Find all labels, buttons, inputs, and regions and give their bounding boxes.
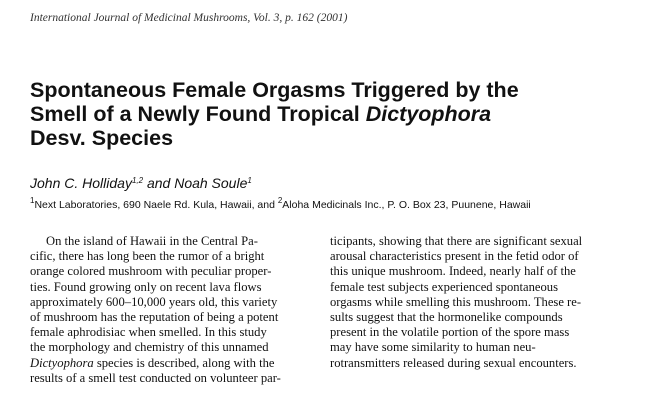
title-line-3: Desv. Species <box>30 126 174 150</box>
abstract-column-right <box>330 234 605 371</box>
abstract-line: On the island of Hawaii in the Central Pa- <box>46 234 258 248</box>
affil-text-2: Aloha Medicinals Inc., P. O. Box 23, Puunene, Hawaii <box>282 199 531 211</box>
affil-marker-1: 1 <box>30 196 35 205</box>
title-line-1: Spontaneous Female Orgasms Triggered by the <box>30 78 519 102</box>
author-holliday-affil: 1,2 <box>131 176 144 185</box>
abstract-line: orange colored mushroom with peculiar proper- <box>30 264 272 279</box>
abstract-species-name: Dictyophora <box>30 355 94 370</box>
affil-text-1: Next Laboratories, 690 Naele Rd. Kula, Hawaii, and <box>34 199 278 211</box>
affil-marker-2: 2 <box>277 196 283 205</box>
author-holliday: John C. Holliday <box>30 175 132 191</box>
abstract-line: the morphology and chemistry of this unnamed <box>30 340 269 355</box>
abstract-line: sults suggest that the hormonelike compounds <box>330 310 563 325</box>
title-species-name: Dictyophora <box>365 102 492 126</box>
title-line-2 <box>30 102 630 126</box>
abstract-line-rest: species is described, along with the <box>93 355 275 370</box>
abstract-line: female test subjects experienced spontaneous <box>330 279 559 294</box>
abstract-line: arousal characteristics present in the fetid odor of <box>330 249 579 264</box>
abstract-line: present in the volatile portion of the spore mass <box>330 325 570 340</box>
abstract-line: ticipants, showing that there are significant sexual <box>330 234 583 248</box>
abstract-line: female aphrodisiac when smelled. In this study <box>30 325 267 340</box>
abstract-line: rotransmitters released during sexual encounters. <box>330 355 577 370</box>
author-list <box>30 175 252 191</box>
affiliations <box>30 196 531 211</box>
abstract-line: of mushroom has the reputation of being a potent <box>30 310 279 325</box>
abstract-line: approximately 600–10,000 years old, this variety <box>30 294 278 309</box>
abstract-line: ties. Found growing only on recent lava flows <box>30 279 262 294</box>
article-title <box>30 78 630 150</box>
author-connector: and <box>143 175 175 191</box>
abstract-line: orgasms while smelling this mushroom. These re- <box>330 294 582 309</box>
abstract-column-left <box>30 234 302 386</box>
title-line-2-text: Smell of a Newly Found Tropical <box>30 102 366 126</box>
author-soule-affil: 1 <box>247 176 252 185</box>
abstract-line <box>30 356 302 371</box>
abstract-line: cific, there has long been the rumor of a bright <box>30 249 265 264</box>
abstract-line: this unique mushroom. Indeed, nearly half of the <box>330 264 576 279</box>
abstract-line: may have some similarity to human neu- <box>330 340 536 355</box>
journal-citation: International Journal of Medicinal Mushrooms, Vol. 3, p. 162 (2001) <box>30 12 348 24</box>
author-soule: Noah Soule <box>174 175 248 191</box>
abstract-line: results of a smell test conducted on volunteer par- <box>30 370 281 385</box>
